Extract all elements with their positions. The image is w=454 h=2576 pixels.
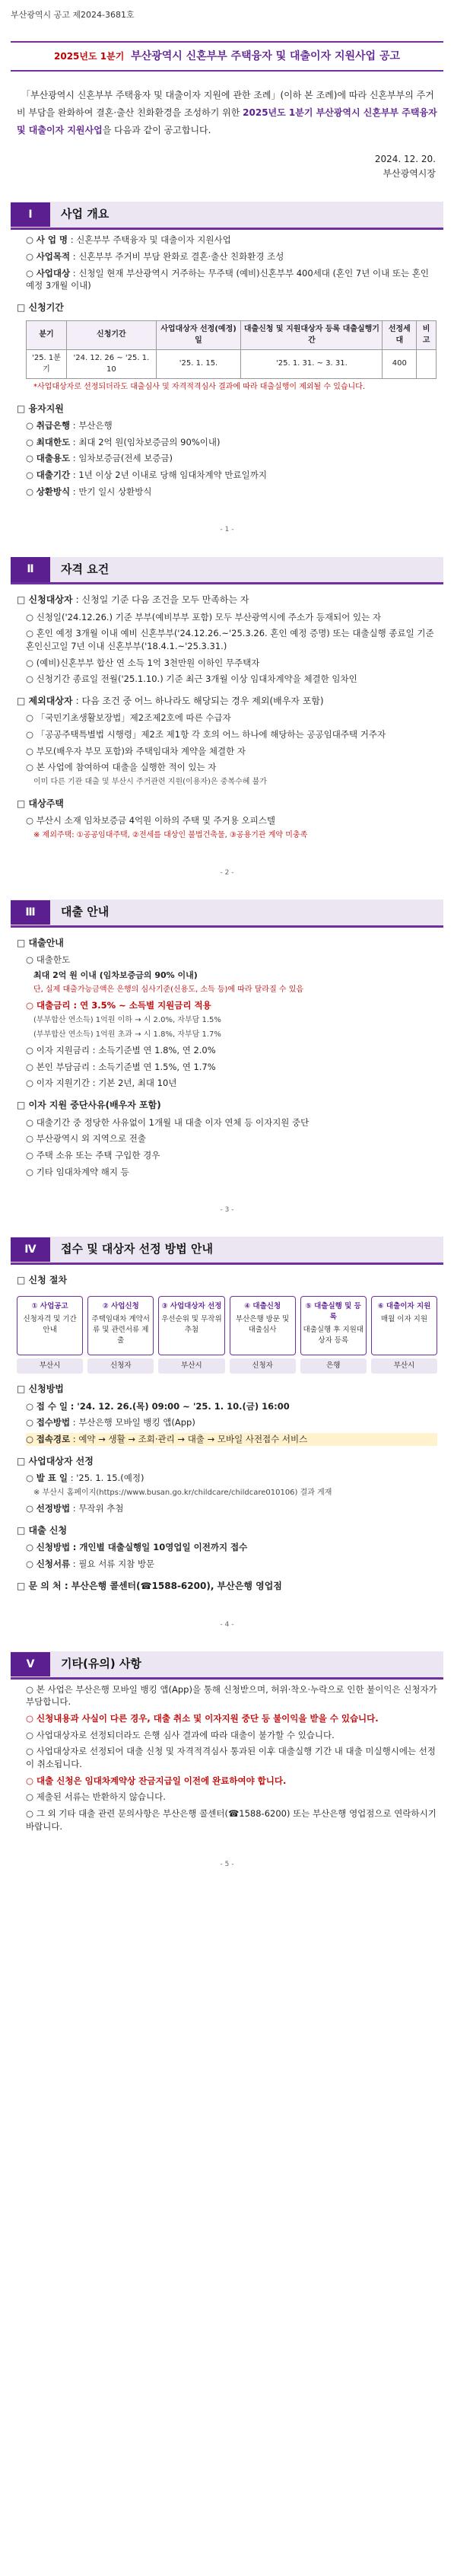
stop-item: ○ 대출기간 중 정당한 사유없이 1개월 내 대출 이자 연체 등 이자지원 중단 [26, 1116, 437, 1129]
title-prefix: 2025년도 1분기 [54, 50, 125, 62]
page-number: - 1 - [220, 526, 234, 534]
section-number: Ⅳ [11, 1237, 50, 1262]
period-item: ○ 접 수 일 : '24. 12. 26.(목) 09:00 ~ '25. 1. 10.(금) 16:00 [26, 1400, 437, 1413]
stop-item: ○ 기타 임대차계약 해지 등 [26, 1166, 437, 1179]
housing-title: □ 대상주택 [17, 798, 437, 810]
select-note: ※ 부산시 홈페이지(https://www.busan.go.kr/childcare/childcare010106) 결과 게재 [33, 1488, 332, 1497]
loan-item: 단, 실제 대출가능금액은 은행의 심사기준(신용도, 소득 등)에 따라 달라질 수 있음 [33, 985, 304, 994]
flow-step: ⑤ 대출실행 및 등록 대출실행 후 지원대상자 등록 [300, 1296, 367, 1355]
overview-item: ○ 사업대상 : 신청일 현재 부산광역시 거주하는 무주택 (예비)신혼부부 400세대 (혼인 7년 이내 또는 혼인예정 3개월 이내) [26, 267, 437, 292]
housing-item: ○ 부산시 소재 임차보증금 4억원 이하의 주택 및 주거용 오피스텔 [26, 814, 437, 827]
notice-signer: 부산광역시장 [383, 168, 436, 180]
interest-title: ○ 대출금리 : 연 3.5% ~ 소득별 지원금리 적용 [26, 999, 437, 1012]
support-title: □ 융자지원 [17, 403, 437, 416]
flow-step: ① 사업공고 신청자격 및 기간 안내 [17, 1296, 83, 1355]
apply-item: ○ 신청서류 : 필요 서류 지참 방문 [26, 1558, 437, 1571]
section-loan [11, 900, 443, 928]
loan-title: □ 대출안내 [17, 937, 437, 950]
interest-row: (부부합산 연소득) 1억원 초과 → 시 1.8%, 자부담 1.7% [33, 1030, 221, 1039]
section-number: Ⅰ [11, 202, 50, 227]
section-label: 자격 요건 [61, 562, 110, 576]
section-procedure [11, 1237, 443, 1265]
procedure-title: □ 신청 절차 [17, 1274, 437, 1287]
eligibility-item: ○ 혼인 예정 3개월 이내 예비 신혼부부('24.12.26.~'25.3.26. 혼인 예정 증명) 또는 대출실행 종료일 기준 혼인신고일 7년 이내 신혼부부('18.4.1.~'25.3.31.) [26, 627, 437, 652]
period-title: □ 신청방법 [17, 1383, 437, 1396]
intro-text: 「부산광역시 신혼부부 주택융자 및 대출이자 지원에 관한 조례」(이하 본 조례)에 따라 신혼부부의 주거비 부담을 완화하여 결혼·출산 친화환경을 조성하기 위한 [17, 90, 434, 119]
housing-note: ※ 제외주택: ①공공임대주택, ②전세를 대상인 불법건축물, ③공용기관 계약 미충족 [33, 830, 308, 839]
stop-item: ○ 부산광역시 외 지역으로 전출 [26, 1132, 437, 1145]
page-number: - 5 - [220, 1861, 234, 1869]
flow-roles [17, 1358, 437, 1374]
eligibility-item: ○ (예비)신혼부부 합산 연 소득 1억 3천만원 이하인 무주택자 [26, 657, 437, 670]
notice-date: 2024. 12. 20. [374, 153, 436, 164]
section-eligibility [11, 557, 443, 585]
loan-item: 최대 2억 원 이내 (임차보증금의 90% 이내) [33, 970, 198, 981]
overview-item: ○ 사업목적 : 신혼부부 주거비 부담 완화로 결혼·출산 친화환경 조성 [26, 250, 437, 263]
loan-extra-item: ○ 본인 부담금리 : 소득기준별 연 1.5%, 연 1.7% [26, 1061, 437, 1074]
interest-row: (부부합산 연소득) 1억원 이하 → 시 2.0%, 자부담 1.5% [33, 1016, 221, 1025]
stop-title: □ 이자 지원 중단사유(배우자 포함) [17, 1099, 437, 1112]
exclude-note: 이미 다른 기관 대출 및 부산시 주거관련 지원(이용자)은 중복수혜 불가 [33, 778, 267, 787]
flow-step: ③ 사업대상자 선정 우선순위 및 무작위 추첨 [158, 1296, 224, 1355]
section-number: Ⅲ [11, 900, 50, 925]
period-item: ○ 접수방법 : 부산은행 모바일 뱅킹 앱(App) [26, 1416, 437, 1429]
notice-number: 부산광역시 공고 제2024-3681호 [11, 10, 135, 20]
period-item: ○ 접속경로 : 예약 → 생활 → 조회·관리 → 대출 → 모바일 사전접수 서비스 [26, 1433, 437, 1446]
section-number: Ⅴ [11, 1652, 50, 1676]
table-header-row: 분기 신청기간 사업대상자 선정(예정)일 대출신청 및 지원대상자 등록 대출실행기간 선정세대 비고 [27, 321, 437, 350]
eligibility-item: ○ 신청일('24.12.26.) 기준 부부(예비부부 포함) 모두 부산광역시에 주소가 등재되어 있는 자 [26, 611, 437, 624]
intro-paragraph [17, 87, 437, 139]
section-label: 대출 안내 [61, 905, 110, 919]
loan-extra-item: ○ 이자 지원금리 : 소득기준별 연 1.8%, 연 2.0% [26, 1044, 437, 1057]
notice-item: ○ 사업대상자로 선정되더라도 은행 심사 결과에 따라 대출이 불가할 수 있습니다. [26, 1729, 437, 1742]
contact-line: □ 문 의 처 : 부산은행 콜센터(☎1588-6200), 부산은행 영업점 [17, 1580, 437, 1593]
section-number: Ⅱ [11, 557, 50, 581]
eligibility-item: ○ 신청기간 종료일 전월('25.1.10.) 기준 최근 3개월 이상 임대차계약을 체결한 임차인 [26, 673, 437, 686]
intro-end: 을 다음과 같이 공고합니다. [102, 124, 211, 135]
apply-title: □ 대출 신청 [17, 1524, 437, 1537]
procedure-flow [17, 1296, 437, 1355]
support-item: ○ 취급은행 : 부산은행 [26, 419, 437, 432]
table-row: '25. 1분기 '24. 12. 26 ~ '25. 1. 10 '25. 1. 15. '25. 1. 31. ~ 3. 31. 400 [27, 350, 437, 379]
eligibility-title: □ 신청대상자 : 신청일 기준 다음 조건을 모두 만족하는 자 [17, 594, 437, 607]
notice-page [0, 9, 454, 1871]
select-title: □ 사업대상자 선정 [17, 1455, 437, 1468]
notice-item: ○ 그 외 기타 대출 관련 문의사항은 부산은행 콜센터(☎1588-6200) 또는 부산은행 영업점으로 연락하시기 바랍니다. [26, 1807, 437, 1832]
intro-highlight: 2025년도 1분기 부산광역시 신혼부부 주택융자 및 대출이자 지원사업 [17, 107, 437, 135]
title-text: 부산광역시 신혼부부 주택융자 및 대출이자 지원사업 공고 [131, 49, 400, 62]
section-label: 접수 및 대상자 선정 방법 안내 [61, 1242, 213, 1256]
flow-role: 부산시 [158, 1358, 224, 1374]
notice-item: ○ 본 사업은 부산은행 모바일 뱅킹 앱(App)을 통해 신청받으며, 허위·착오·누락으로 인한 불이익은 신청자가 부담합니다. [26, 1683, 437, 1708]
section-notices [11, 1651, 443, 1680]
flow-step: ④ 대출신청 부산은행 방문 및 대출심사 [230, 1296, 296, 1355]
flow-role: 부산시 [17, 1358, 83, 1374]
notice-item: ○ 사업대상자로 선정되어 대출 신청 및 자격적격심사 통과된 이후 대출실행 기간 내 대출 미실행시에는 선정이 취소됩니다. [26, 1745, 437, 1770]
loan-extra-item: ○ 이자 지원기간 : 기본 2년, 최대 10년 [26, 1077, 437, 1090]
support-item: ○ 대출기간 : 1년 이상 2년 이내로 당해 임대차계약 만료일까지 [26, 469, 437, 482]
flow-role: 신청자 [87, 1358, 154, 1374]
flow-step: ⑥ 대출이자 지원 매월 이자 지원 [371, 1296, 437, 1355]
exclude-item: ○ 본 사업에 참여하여 대출을 실행한 적이 있는 자 [26, 761, 437, 774]
exclude-title: □ 제외대상자 : 다음 조건 중 어느 하나라도 해당되는 경우 제외(배우자 포함) [17, 695, 437, 708]
apply-item: ○ 신청방법 : 개인별 대출실행일 10영업일 이전까지 접수 [26, 1541, 437, 1554]
flow-role: 부산시 [371, 1358, 437, 1374]
page-number: - 4 - [220, 1620, 234, 1629]
select-item: ○ 선정방법 : 무작위 추첨 [26, 1502, 437, 1515]
notice-title [11, 41, 443, 72]
section-label: 기타(유의) 사항 [61, 1657, 141, 1670]
notice-item: ○ 신청내용과 사실이 다른 경우, 대출 취소 및 이자지원 중단 등 불이익을 받을 수 있습니다. [26, 1712, 437, 1725]
stop-item: ○ 주택 소유 또는 주택 구입한 경우 [26, 1149, 437, 1162]
page-number: - 2 - [220, 869, 234, 877]
schedule-table [26, 320, 437, 379]
loan-condition-title: ○ 대출한도 [26, 954, 437, 966]
flow-role: 신청자 [230, 1358, 296, 1374]
section-label: 사업 개요 [61, 207, 110, 221]
page-number: - 3 - [220, 1206, 234, 1215]
schedule-note: *사업대상자로 선정되더라도 대출심사 및 자격적격심사 결과에 따라 대출실행이 제외될 수 있습니다. [33, 383, 366, 392]
flow-role: 은행 [300, 1358, 367, 1374]
select-item: ○ 발 표 일 : '25. 1. 15.(예정) [26, 1472, 437, 1485]
notice-item: ○ 제출된 서류는 반환하지 않습니다. [26, 1791, 437, 1804]
section-overview [11, 202, 443, 230]
notice-item: ○ 대출 신청은 임대차계약상 잔금지급일 이전에 완료하여야 합니다. [26, 1775, 437, 1788]
support-item: ○ 상환방식 : 만기 일시 상환방식 [26, 486, 437, 498]
overview-item: ○ 사 업 명 : 신혼부부 주택융자 및 대출이자 지원사업 [26, 234, 437, 247]
flow-step: ② 사업신청 주택임대차 계약서류 및 관련서류 제출 [87, 1296, 154, 1355]
schedule-title: □ 신청기간 [17, 301, 437, 314]
exclude-item: ○ 부모(배우자 부모 포함)와 주택임대차 계약을 체결한 자 [26, 745, 437, 758]
exclude-item: ○ 「국민기초생활보장법」제2조제2호에 따른 수급자 [26, 712, 437, 724]
exclude-item: ○ 「공공주택특별법 시행령」제2조 제1항 각 호의 어느 하나에 해당하는 공공임대주택 거주자 [26, 728, 437, 741]
support-item: ○ 최대한도 : 최대 2억 원(임차보증금의 90%이내) [26, 436, 437, 449]
support-item: ○ 대출용도 : 임차보증금(전세 보증금) [26, 452, 437, 465]
